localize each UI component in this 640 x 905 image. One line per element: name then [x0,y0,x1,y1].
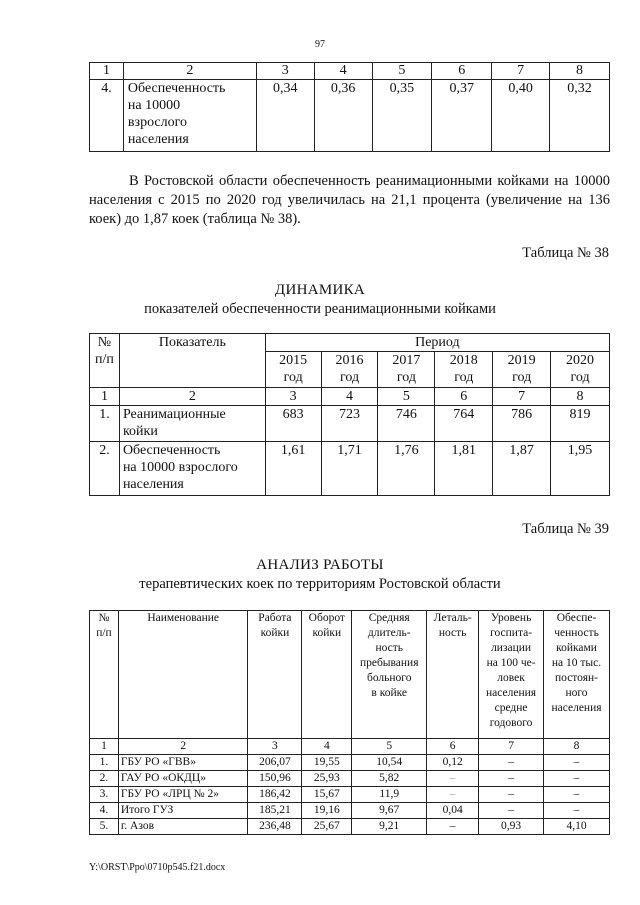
value-cell: 764 [435,406,493,442]
name-line: населения [127,132,189,147]
row-name: ГБУ РО «ГВВ» [118,755,248,771]
header-year: 2019 год [493,352,551,388]
value-cell: 0,40 [492,80,550,152]
continued-table [89,62,610,152]
value-cell: 819 [551,406,610,442]
index-cell: 7 [479,739,544,755]
index-cell: 4 [314,63,372,80]
value-cell: 25,93 [302,771,352,787]
value-cell: 683 [265,406,321,442]
index-cell: 2 [119,388,265,406]
value-cell: – [479,787,544,803]
value-cell: 206,07 [248,755,302,771]
index-cell: 1 [90,739,119,755]
value-cell: 11,9 [352,787,427,803]
table-38 [89,333,610,496]
index-cell: 5 [352,739,427,755]
value-cell: 0,36 [314,80,372,152]
value-cell: 9,67 [352,803,427,819]
value-cell: 786 [493,406,551,442]
value-cell: 236,48 [248,819,302,835]
row-name: ГАУ РО «ОКДЦ» [118,771,248,787]
value-cell: – [427,787,479,803]
index-cell: 3 [248,739,302,755]
row-name: Итого ГУЗ [118,803,248,819]
value-cell: 9,21 [352,819,427,835]
value-cell: – [544,803,610,819]
value-cell: 1,95 [551,442,610,496]
header-year: 2015 год [265,352,321,388]
row-name: Реанимационные койки [119,406,265,442]
value-cell: 0,35 [372,80,432,152]
value-cell: 1,87 [493,442,551,496]
value-cell: 19,16 [302,803,352,819]
header-indicator: Показатель [119,334,265,388]
value-cell: 0,04 [427,803,479,819]
table-row [90,787,610,803]
table-row [90,406,610,442]
value-cell: 0,93 [479,819,544,835]
table-row [90,442,610,496]
value-cell: 723 [321,406,378,442]
header-work: Работа койки [248,611,302,739]
header-num-line: № [97,335,112,350]
header-year: 2018 год [435,352,493,388]
header-turnover: Оборот койки [302,611,352,739]
value-cell: 150,96 [248,771,302,787]
name-line: взрослого [127,115,188,130]
paragraph-text: В Ростовской области обеспеченность реанимационными койками на 10000 населения с 2015 по 2020 год увеличилась на 21,1 процента (увеличение на 136 коек) до 1,87 коек (таблица № 38). [89,173,610,227]
value-cell: 4,10 [544,819,610,835]
page-number: 97 [315,39,325,50]
row-number: 2. [90,442,120,496]
table-39-title [0,556,640,594]
table-row [90,755,610,771]
value-cell: – [427,771,479,787]
value-cell: 5,82 [352,771,427,787]
header-num: № п/п [90,611,119,739]
index-cell: 4 [302,739,352,755]
row-number: 1. [90,406,120,442]
table-row [90,819,610,835]
value-cell: 1,81 [435,442,493,496]
header-supply: Обеспе- ченность койками на 10 тыс. постоян- ного населения [544,611,610,739]
name-line: на 10000 [127,98,181,113]
header-avg-stay: Средняя длитель- ность пребывания больного в койке [352,611,427,739]
value-cell: 0,12 [427,755,479,771]
table-header-row [90,334,610,352]
header-lethality: Леталь- ность [427,611,479,739]
row-number: 3. [90,787,119,803]
value-cell: – [427,819,479,835]
row-name [123,80,256,152]
header-year: 2020 год [551,352,610,388]
header-year: 2017 год [378,352,435,388]
table-39-subheading: терапевтических коек по территориям Ростовской области [139,576,501,592]
row-number: 5. [90,819,119,835]
row-name: ГБУ РО «ЛРЦ № 2» [118,787,248,803]
value-cell: 10,54 [352,755,427,771]
index-cell: 3 [265,388,321,406]
index-cell: 6 [427,739,479,755]
table-row [90,803,610,819]
table-header-row [90,611,610,739]
value-cell: – [479,803,544,819]
index-cell: 2 [118,739,248,755]
index-cell: 6 [435,388,493,406]
table-38-subheading: показателей обеспеченности реанимационными койками [144,301,496,317]
table-39-caption: Таблица № 39 [522,521,609,537]
value-cell: 185,21 [248,803,302,819]
table-39-heading: АНАЛИЗ РАБОТЫ [256,557,384,573]
table-38-caption: Таблица № 38 [522,245,609,261]
value-cell: 0,32 [550,80,610,152]
index-cell: 6 [432,63,492,80]
header-year: 2016 год [321,352,378,388]
index-cell: 8 [544,739,610,755]
row-number: 2. [90,771,119,787]
document-path: Y:\ORST\Ppo\0710p545.f21.docx [89,862,226,873]
value-cell: 15,67 [302,787,352,803]
index-cell: 1 [90,63,124,80]
table-row [90,771,610,787]
value-cell: 0,34 [256,80,314,152]
table-39 [89,610,610,835]
header-name: Наименование [118,611,248,739]
row-number: 4. [90,803,119,819]
value-cell: – [544,771,610,787]
row-name: Обеспеченность на 10000 взрослого населения [119,442,265,496]
value-cell: 1,71 [321,442,378,496]
table-38-title [0,281,640,319]
index-cell: 8 [551,388,610,406]
index-cell: 7 [493,388,551,406]
table-index-row [90,63,610,80]
value-cell: 1,61 [265,442,321,496]
table-index-row [90,739,610,755]
value-cell: – [479,771,544,787]
row-name: г. Азов [118,819,248,835]
value-cell: 746 [378,406,435,442]
name-line: Обеспеченность [127,81,226,96]
table-38-heading: ДИНАМИКА [274,282,366,298]
index-cell: 2 [123,63,256,80]
value-cell: 1,76 [378,442,435,496]
body-paragraph [89,172,610,229]
value-cell: – [544,755,610,771]
index-cell: 3 [256,63,314,80]
index-cell: 1 [90,388,120,406]
index-cell: 8 [550,63,610,80]
header-hosp-level: Уровень госпита- лизации на 100 че- ловек населения средне годового [479,611,544,739]
header-period: Период [265,334,609,352]
index-cell: 4 [321,388,378,406]
index-cell: 7 [492,63,550,80]
value-cell: 25,67 [302,819,352,835]
table-index-row [90,388,610,406]
value-cell: 186,42 [248,787,302,803]
header-num [90,334,120,388]
value-cell: 19,55 [302,755,352,771]
table-row [90,80,610,152]
row-number: 1. [90,755,119,771]
row-number: 4. [90,80,124,152]
value-cell: – [544,787,610,803]
index-cell: 5 [372,63,432,80]
value-cell: 0,37 [432,80,492,152]
index-cell: 5 [378,388,435,406]
header-num-line: п/п [95,352,114,367]
value-cell: – [479,755,544,771]
